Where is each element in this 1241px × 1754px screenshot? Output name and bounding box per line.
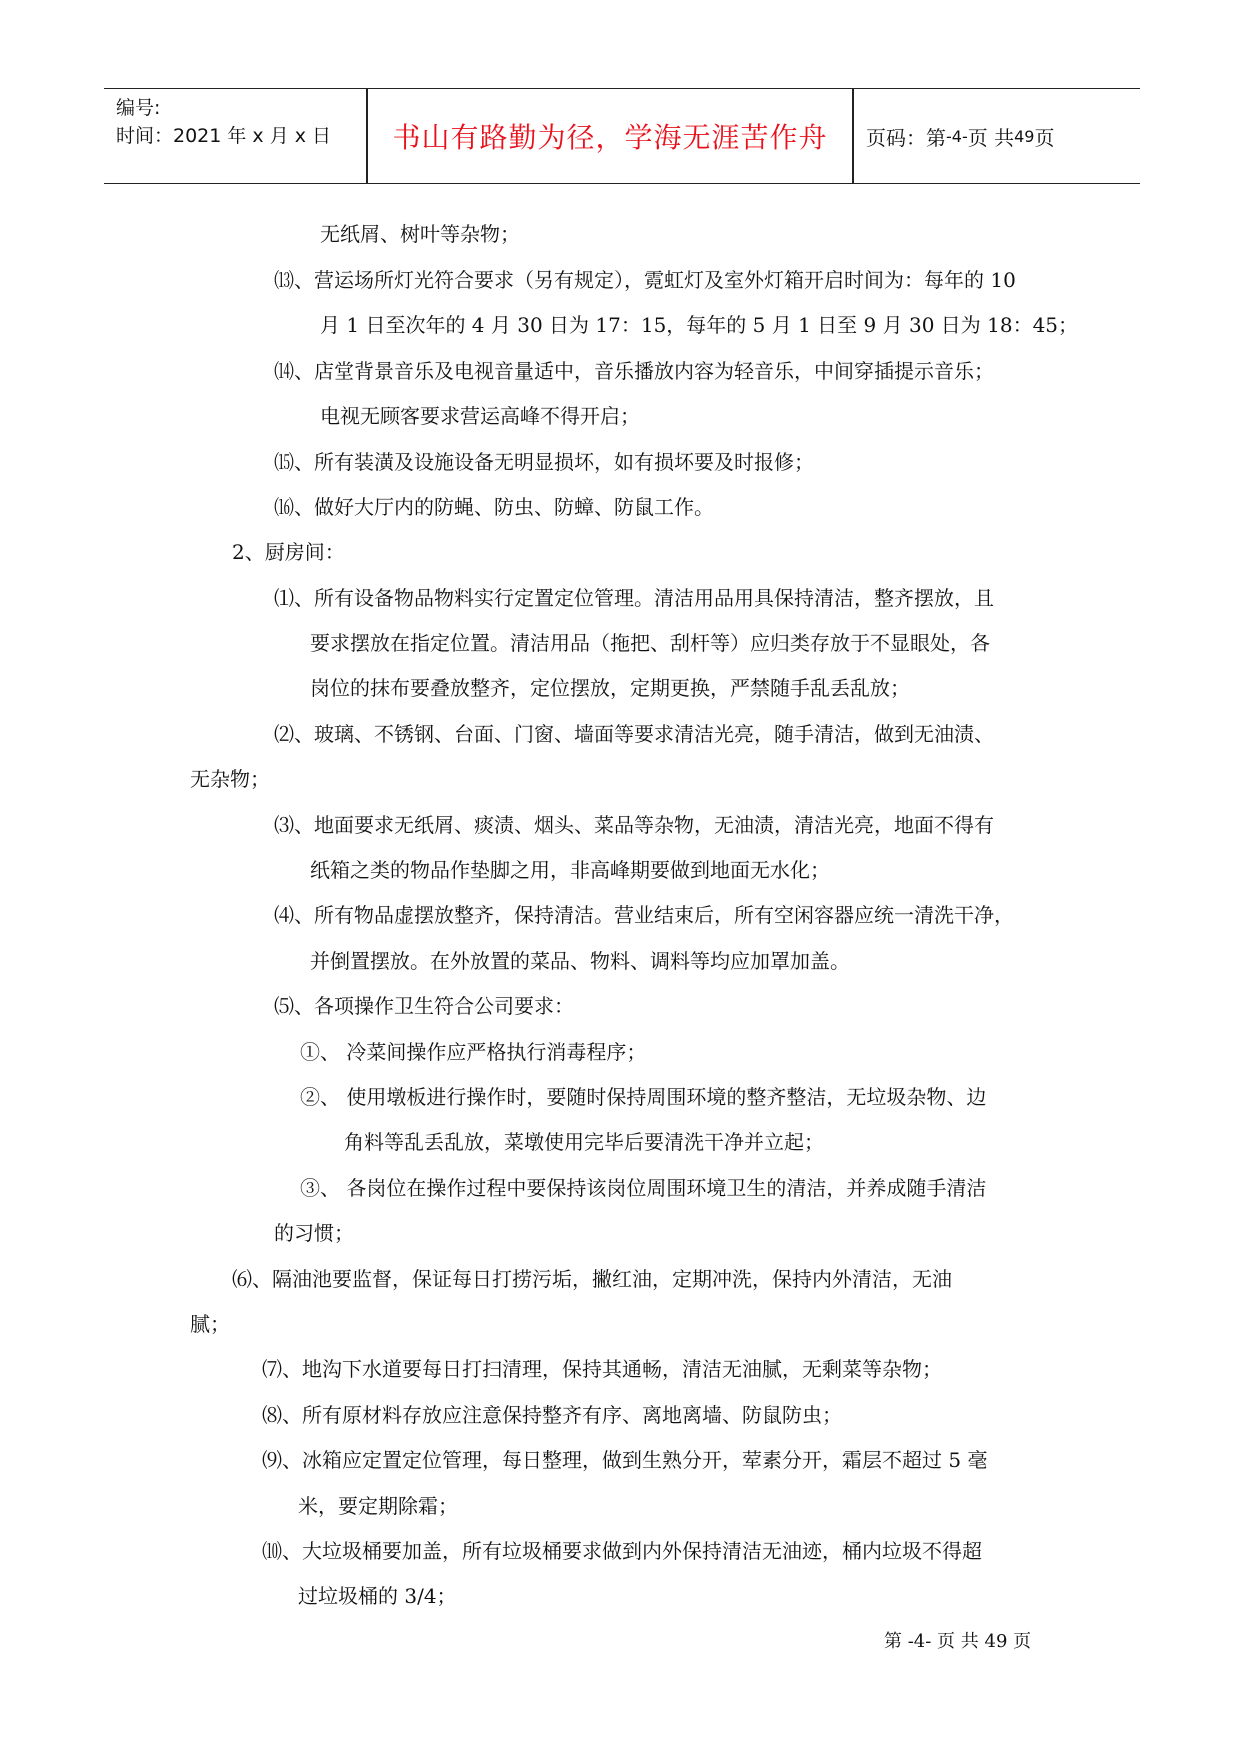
header-divider [852, 89, 854, 183]
motto: 书山有路勤为径，学海无涯苦作舟 [392, 121, 828, 154]
text-line: 的习惯； [274, 1221, 354, 1245]
document-header [104, 88, 1140, 184]
page-indicator [866, 89, 1136, 183]
text-line: ⑽、大垃圾桶要加盖，所有垃圾桶要求做到内外保持清洁无油迹，桶内垃圾不得超 [262, 1539, 982, 1563]
text-line: 无杂物； [190, 767, 270, 791]
text-line: ⑻、所有原材料存放应注意保持整齐有序、离地离墙、防鼠防虫； [262, 1403, 842, 1427]
text-line: ⑹、隔油池要监督，保证每日打捞污垢，撇红油，定期冲洗，保持内外清洁，无油 [232, 1267, 952, 1291]
page-label-mid: 页 共 [967, 125, 1015, 150]
text-line: ⒁、店堂背景音乐及电视音量适中，音乐播放内容为轻音乐，中间穿插提示音乐； [274, 359, 994, 383]
text-line: ③、 各岗位在操作过程中要保持该岗位周围环境卫生的清洁，并养成随手清洁 [300, 1176, 987, 1200]
text-line: ⒃、做好大厅内的防蝇、防虫、防蟑、防鼠工作。 [274, 495, 714, 519]
text-line: 米，要定期除霜； [298, 1494, 458, 1518]
text-line: 过垃圾桶的 3/4； [298, 1584, 457, 1608]
section-heading: 2、厨房间： [232, 540, 345, 564]
text-line: ⑵、玻璃、不锈钢、台面、门窗、墙面等要求清洁光亮，随手清洁，做到无油渍、 [274, 722, 994, 746]
header-info [116, 89, 366, 183]
page-label-prefix: 页码：第 [866, 125, 946, 150]
text-line: 并倒置摆放。在外放置的菜品、物料、调料等均应加罩加盖。 [310, 949, 850, 973]
page-label-suffix: 页 [1034, 125, 1055, 150]
text-line: ⑺、地沟下水道要每日打扫清理，保持其通畅，清洁无油腻，无剩菜等杂物； [262, 1357, 942, 1381]
page-current: -4- [946, 126, 968, 146]
text-line: 月 1 日至次年的 4 月 30 日为 17：15，每年的 5 月 1 日至 9 月 30 日为 18：45； [320, 313, 1079, 337]
text-line: ⑷、所有物品虚摆放整齐，保持清洁。营业结束后，所有空闲容器应统一清洗干净， [274, 903, 1014, 927]
page-footer: 第 -4- 页 共 49 页 [884, 1631, 1032, 1652]
header-motto-cell [368, 89, 852, 183]
text-line: 岗位的抹布要叠放整齐，定位摆放，定期更换，严禁随手乱丢乱放； [310, 676, 910, 700]
text-line: 角料等乱丢乱放，菜墩使用完毕后要清洗干净并立起； [344, 1130, 824, 1154]
text-line: ⒀、营运场所灯光符合要求（另有规定），霓虹灯及室外灯箱开启时间为：每年的 10 [274, 268, 1016, 292]
text-line: ⑼、冰箱应定置定位管理，每日整理，做到生熟分开，荤素分开，霜层不超过 5 毫 [262, 1448, 988, 1472]
text-line: ⒂、所有装潢及设施设备无明显损坏，如有损坏要及时报修； [274, 450, 814, 474]
text-line: 腻； [190, 1312, 230, 1336]
text-line: 纸箱之类的物品作垫脚之用，非高峰期要做到地面无水化； [310, 858, 830, 882]
page-total: 49 [1014, 126, 1035, 146]
text-line: 无纸屑、树叶等杂物； [320, 222, 520, 246]
text-line: ①、 冷菜间操作应严格执行消毒程序； [300, 1040, 647, 1064]
time-label: 时间：2021 年 x 月 x 日 [116, 125, 332, 147]
text-line: ②、 使用墩板进行操作时，要随时保持周围环境的整齐整洁，无垃圾杂物、边 [300, 1085, 987, 1109]
text-line: 要求摆放在指定位置。清洁用品（拖把、刮杆等）应归类存放于不显眼处，各 [310, 631, 990, 655]
text-line: ⑴、所有设备物品物料实行定置定位管理。清洁用品用具保持清洁，整齐摆放，且 [274, 586, 994, 610]
text-line: ⑶、地面要求无纸屑、痰渍、烟头、菜品等杂物，无油渍，清洁光亮，地面不得有 [274, 813, 994, 837]
text-line: 电视无顾客要求营运高峰不得开启； [320, 404, 640, 428]
text-line: ⑸、各项操作卫生符合公司要求： [274, 994, 574, 1018]
number-label: 编号: [116, 97, 161, 119]
